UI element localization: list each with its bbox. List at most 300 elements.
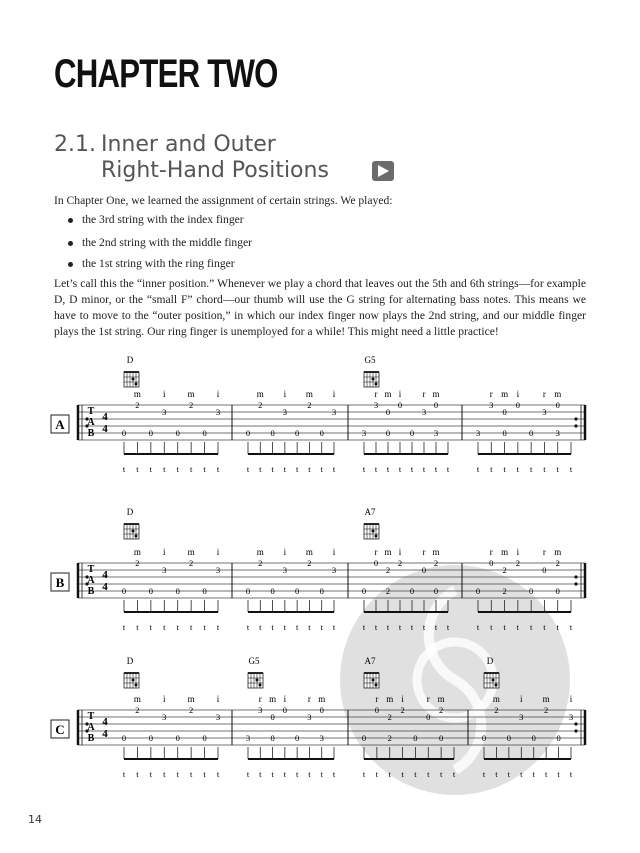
fingering-letter: i <box>216 547 220 557</box>
chord-name: G5 <box>364 355 376 365</box>
thumb-marker: t <box>295 464 299 474</box>
fingering-letter: m <box>501 389 509 399</box>
fingering-letter: i <box>283 389 287 399</box>
thumb-marker: t <box>427 769 430 779</box>
fingering-letter: m <box>437 694 445 704</box>
tab-number: 2 <box>307 400 312 410</box>
chord-finger-dot <box>132 530 135 533</box>
tab-number: 0 <box>121 586 127 596</box>
bullet-item: the 2nd string with the middle finger <box>68 236 252 249</box>
thumb-marker: t <box>246 622 250 632</box>
fingering-letter: r <box>422 547 426 557</box>
chord-finger-dot <box>135 383 138 386</box>
tab-number: 0 <box>361 586 367 596</box>
tab-number: 0 <box>319 428 324 438</box>
chord-finger-dot <box>132 378 135 381</box>
tab-number: 0 <box>542 565 547 575</box>
system-label: B <box>55 575 65 590</box>
tab-number: 2 <box>400 705 405 715</box>
tab-number: 0 <box>489 558 494 568</box>
tab-number: 0 <box>555 586 560 596</box>
tab-number: 0 <box>409 428 415 438</box>
tab-number: 0 <box>202 428 207 438</box>
thumb-marker: t <box>332 622 336 632</box>
tab-number: 0 <box>397 400 403 410</box>
thumb-marker: t <box>295 769 299 779</box>
thumb-marker: t <box>476 464 480 474</box>
tab-number: 0 <box>529 428 534 438</box>
tab-number: 3 <box>331 407 337 417</box>
fingering-letter: m <box>256 547 264 557</box>
tab-clef-letter: B <box>87 586 95 597</box>
tab-number: 0 <box>282 705 287 715</box>
thumb-marker: t <box>176 622 179 632</box>
tab-number: 0 <box>295 733 300 743</box>
thumb-marker: t <box>543 622 546 632</box>
thumb-marker: t <box>520 769 523 779</box>
tab-number: 2 <box>258 400 263 410</box>
tab-number: 0 <box>175 428 180 438</box>
tab-number: 3 <box>258 705 263 715</box>
tab-number: 0 <box>502 407 507 417</box>
thumb-marker: t <box>569 622 573 632</box>
thumb-marker: t <box>176 769 179 779</box>
tab-number: 3 <box>361 428 367 438</box>
section-title-line-2: Right-Hand Positions <box>101 158 329 183</box>
tab-clef-letter: A <box>87 722 95 733</box>
thumb-marker: t <box>320 769 323 779</box>
tab-number: 3 <box>162 565 167 575</box>
chord-name: D <box>126 507 134 517</box>
tab-number: 2 <box>502 565 507 575</box>
chord-finger-dot <box>259 684 262 687</box>
tab-number: 3 <box>421 407 427 417</box>
thumb-marker: t <box>308 464 311 474</box>
thumb-marker: t <box>503 622 506 632</box>
thumb-marker: t <box>246 464 250 474</box>
fingering-letter: r <box>258 694 262 704</box>
chord-finger-dot <box>375 684 378 687</box>
thumb-marker: t <box>149 622 153 632</box>
fingering-letter: i <box>163 694 166 704</box>
fingering-letter: i <box>216 694 220 704</box>
tab-number: 3 <box>162 712 167 722</box>
fingering-letter: m <box>432 389 440 399</box>
tab-number: 0 <box>374 705 379 715</box>
fingering-letter: m <box>133 389 141 399</box>
tab-number: 0 <box>361 733 367 743</box>
fingering-letter: m <box>256 389 264 399</box>
fingering-letter: m <box>318 694 326 704</box>
thumb-marker: t <box>439 769 443 779</box>
tab-clef-letter: T <box>87 564 95 575</box>
tab-number: 2 <box>494 705 499 715</box>
section-number: 2.1. <box>54 132 96 157</box>
thumb-marker: t <box>216 464 220 474</box>
tab-number: 0 <box>245 586 251 596</box>
tab-number: 3 <box>555 428 560 438</box>
thumb-marker: t <box>203 464 206 474</box>
thumb-marker: t <box>414 769 417 779</box>
tab-number: 3 <box>373 400 379 410</box>
thumb-marker: t <box>216 769 220 779</box>
tab-number: 0 <box>270 586 275 596</box>
tab-number: 0 <box>421 565 427 575</box>
fingering-letter: i <box>516 389 520 399</box>
thumb-marker: t <box>516 464 520 474</box>
thumb-marker: t <box>388 769 391 779</box>
bullet-item: the 3rd string with the index finger <box>68 213 244 226</box>
tab-number: 0 <box>202 733 207 743</box>
tab-number: 0 <box>270 712 275 722</box>
tab-number: 2 <box>387 712 392 722</box>
thumb-marker: t <box>503 464 506 474</box>
tab-number: 0 <box>426 712 431 722</box>
fingering-letter: r <box>422 389 426 399</box>
chord-name: D <box>126 355 134 365</box>
tab-number: 0 <box>148 428 153 438</box>
tab-number: 3 <box>162 407 167 417</box>
thumb-marker: t <box>149 464 153 474</box>
fingering-letter: i <box>332 389 336 399</box>
thumb-marker: t <box>569 464 573 474</box>
tab-number: 3 <box>331 565 337 575</box>
thumb-marker: t <box>569 769 573 779</box>
tab-number: 0 <box>439 733 444 743</box>
fingering-letter: r <box>489 547 493 557</box>
tab-number: 3 <box>307 712 312 722</box>
thumb-marker: t <box>482 769 486 779</box>
fingering-letter: r <box>374 547 378 557</box>
thumb-marker: t <box>308 622 311 632</box>
fingering-letter: m <box>269 694 277 704</box>
thumb-marker: t <box>374 464 378 474</box>
repeat-dot <box>574 424 577 427</box>
thumb-marker: t <box>434 464 438 474</box>
fingering-letter: m <box>554 389 562 399</box>
thumb-marker: t <box>283 769 287 779</box>
tab-number: 3 <box>282 407 287 417</box>
time-signature: 4 <box>102 423 108 435</box>
fingering-letter: m <box>492 694 500 704</box>
thumb-marker: t <box>122 769 126 779</box>
thumb-marker: t <box>410 464 414 474</box>
repeat-dot <box>574 417 577 420</box>
tab-number: 3 <box>282 565 287 575</box>
tab-number: 0 <box>295 428 300 438</box>
thumb-marker: t <box>203 769 206 779</box>
thumb-marker: t <box>507 769 511 779</box>
fingering-letter: m <box>305 389 313 399</box>
tab-clef-letter: B <box>87 733 95 744</box>
tab-number: 3 <box>433 428 439 438</box>
fingering-letter: r <box>489 389 493 399</box>
thumb-marker: t <box>308 769 311 779</box>
thumb-marker: t <box>362 769 366 779</box>
thumb-marker: t <box>529 464 533 474</box>
chord-finger-dot <box>372 378 375 381</box>
fingering-letter: m <box>384 547 392 557</box>
tab-number: 0 <box>270 428 275 438</box>
tab-number: 2 <box>515 558 520 568</box>
repeat-dot <box>574 729 577 732</box>
thumb-marker: t <box>332 464 336 474</box>
thumb-marker: t <box>516 622 520 632</box>
thumb-marker: t <box>203 622 206 632</box>
thumb-marker: t <box>490 622 493 632</box>
explanation-paragraph: Let’s call this the “inner position.” Whenever we play a chord that leaves out the 5th and 6th strings—for example D, D minor, or the “small F” chord—our thumb will use the G string for alternating bass notes. This means we have to move to the “outer position,” in which our index finger now plays the 2nd string, and our middle finger plays the 1st string. Our ring finger is unemployed for a while! This might need a little practice! <box>54 277 586 338</box>
tab-number: 0 <box>319 586 324 596</box>
tab-number: 0 <box>502 428 507 438</box>
thumb-marker: t <box>410 622 414 632</box>
tab-number: 3 <box>568 712 574 722</box>
thumb-marker: t <box>398 464 402 474</box>
tab-number: 2 <box>385 565 391 575</box>
tab-clef-letter: T <box>87 406 95 417</box>
tab-number: 2 <box>544 705 549 715</box>
tab-number: 2 <box>189 558 194 568</box>
chord-name: D <box>486 656 494 666</box>
tab-number: 2 <box>135 705 140 715</box>
fingering-letter: r <box>542 389 546 399</box>
fingering-letter: m <box>432 547 440 557</box>
tab-number: 0 <box>319 705 324 715</box>
thumb-marker: t <box>386 622 390 632</box>
tab-number: 3 <box>215 565 221 575</box>
tab-number: 2 <box>258 558 263 568</box>
tab-number: 0 <box>433 586 439 596</box>
thumb-marker: t <box>216 622 220 632</box>
fingering-letter: m <box>386 694 394 704</box>
fingering-letter: m <box>542 694 550 704</box>
chord-finger-dot <box>375 535 378 538</box>
thumb-marker: t <box>283 622 287 632</box>
chord-finger-dot <box>135 684 138 687</box>
chord-name: D <box>126 656 134 666</box>
fingering-letter: m <box>133 547 141 557</box>
system-label: A <box>55 417 65 432</box>
fingering-letter: m <box>187 694 195 704</box>
chord-name: A7 <box>364 507 376 517</box>
fingering-letter: m <box>187 389 195 399</box>
tab-number: 3 <box>245 733 251 743</box>
chord-name: A7 <box>364 656 376 666</box>
tab-number: 2 <box>189 705 194 715</box>
tab-number: 3 <box>215 407 221 417</box>
fingering-letter: i <box>216 389 220 399</box>
tab-number: 0 <box>175 586 180 596</box>
thumb-marker: t <box>446 464 450 474</box>
tab-number: 0 <box>121 733 127 743</box>
tab-number: 0 <box>373 558 379 568</box>
thumb-marker: t <box>271 622 274 632</box>
tab-number: 2 <box>433 558 439 568</box>
thumb-marker: t <box>557 769 560 779</box>
tab-number: 3 <box>319 733 324 743</box>
tab-number: 0 <box>385 407 391 417</box>
tab-number: 2 <box>439 705 444 715</box>
fingering-letter: i <box>520 694 523 704</box>
tab-number: 3 <box>475 428 481 438</box>
thumb-marker: t <box>543 464 546 474</box>
thumb-marker: t <box>398 622 402 632</box>
fingering-letter: m <box>554 547 562 557</box>
section-title-line-1: Inner and Outer <box>101 132 276 157</box>
thumb-marker: t <box>122 464 126 474</box>
repeat-dot <box>574 582 577 585</box>
fingering-letter: r <box>426 694 430 704</box>
thumb-marker: t <box>362 464 366 474</box>
thumb-marker: t <box>320 464 323 474</box>
tab-number: 2 <box>189 400 194 410</box>
thumb-marker: t <box>544 769 548 779</box>
thumb-marker: t <box>446 622 450 632</box>
fingering-letter: m <box>501 547 509 557</box>
tab-number: 2 <box>135 400 140 410</box>
thumb-marker: t <box>163 622 166 632</box>
tab-number: 2 <box>502 586 507 596</box>
thumb-marker: t <box>259 464 262 474</box>
tab-number: 2 <box>307 558 312 568</box>
chord-finger-dot <box>372 679 375 682</box>
fingering-letter: i <box>569 694 573 704</box>
thumb-marker: t <box>476 622 480 632</box>
tab-number: 0 <box>409 586 415 596</box>
tab-number: 0 <box>481 733 487 743</box>
tab-number: 0 <box>121 428 127 438</box>
thumb-marker: t <box>283 464 287 474</box>
thumb-marker: t <box>246 769 250 779</box>
thumb-marker: t <box>386 464 390 474</box>
tab-number: 3 <box>215 712 221 722</box>
repeat-dot <box>574 722 577 725</box>
tab-number: 3 <box>542 407 547 417</box>
thumb-marker: t <box>136 464 139 474</box>
thumb-marker: t <box>176 464 179 474</box>
tab-number: 0 <box>556 733 561 743</box>
tab-number: 0 <box>433 400 439 410</box>
thumb-marker: t <box>259 769 262 779</box>
tab-number: 3 <box>489 400 494 410</box>
thumb-marker: t <box>189 622 193 632</box>
thumb-marker: t <box>490 464 493 474</box>
tab-number: 0 <box>531 733 536 743</box>
thumb-marker: t <box>271 464 274 474</box>
fingering-letter: m <box>133 694 141 704</box>
fingering-letter: m <box>187 547 195 557</box>
tab-number: 0 <box>295 586 300 596</box>
tab-number: 0 <box>529 586 534 596</box>
repeat-dot <box>574 575 577 578</box>
tab-number: 0 <box>270 733 275 743</box>
tab-clef-letter: B <box>87 428 95 439</box>
tab-number: 2 <box>555 558 560 568</box>
thumb-marker: t <box>271 769 274 779</box>
thumb-marker: t <box>374 622 378 632</box>
tab-number: 0 <box>555 400 560 410</box>
fingering-letter: i <box>332 547 336 557</box>
tab-number: 3 <box>519 712 524 722</box>
thumb-marker: t <box>295 622 299 632</box>
thumb-marker: t <box>532 769 535 779</box>
tab-number: 2 <box>135 558 140 568</box>
tab-number: 0 <box>175 733 180 743</box>
tab-number: 0 <box>515 400 520 410</box>
thumb-marker: t <box>375 769 379 779</box>
fingering-letter: r <box>374 389 378 399</box>
thumb-marker: t <box>149 769 153 779</box>
thumb-marker: t <box>189 769 193 779</box>
thumb-marker: t <box>163 769 166 779</box>
chord-finger-dot <box>256 679 259 682</box>
tab-number: 0 <box>148 733 153 743</box>
fingering-letter: m <box>384 389 392 399</box>
system-label: C <box>55 722 65 737</box>
fingering-letter: i <box>516 547 520 557</box>
tab-number: 0 <box>245 428 251 438</box>
thumb-marker: t <box>136 622 139 632</box>
thumb-marker: t <box>556 622 559 632</box>
fingering-letter: i <box>163 547 166 557</box>
time-signature: 4 <box>102 569 108 581</box>
fingering-letter: i <box>398 547 402 557</box>
tab-number: 0 <box>413 733 418 743</box>
tab-clef-letter: A <box>87 417 95 428</box>
thumb-marker: t <box>320 622 323 632</box>
tab-number: 0 <box>148 586 153 596</box>
thumb-marker: t <box>163 464 166 474</box>
tab-clef-letter: A <box>87 575 95 586</box>
tab-number: 0 <box>385 428 391 438</box>
thumb-marker: t <box>136 769 139 779</box>
chord-finger-dot <box>372 530 375 533</box>
thumb-marker: t <box>529 622 533 632</box>
thumb-marker: t <box>189 464 193 474</box>
tab-number: 0 <box>506 733 511 743</box>
tab-number: 2 <box>397 558 403 568</box>
tab-number: 0 <box>202 586 207 596</box>
thumb-marker: t <box>332 769 336 779</box>
fingering-letter: i <box>163 389 166 399</box>
thumb-marker: t <box>556 464 559 474</box>
fingering-letter: m <box>305 547 313 557</box>
chord-finger-dot <box>135 535 138 538</box>
time-signature: 4 <box>102 581 108 593</box>
chord-finger-dot <box>132 679 135 682</box>
thumb-marker: t <box>422 622 426 632</box>
page-number: 14 <box>28 813 42 826</box>
intro-text: In Chapter One, we learned the assignment of certain strings. We played: <box>54 194 393 207</box>
fingering-letter: i <box>401 694 404 704</box>
chord-finger-dot <box>492 679 495 682</box>
thumb-marker: t <box>362 622 366 632</box>
fingering-letter: r <box>375 694 379 704</box>
chapter-title: CHAPTER TWO <box>54 52 278 96</box>
chord-finger-dot <box>495 684 498 687</box>
thumb-marker: t <box>401 769 404 779</box>
tab-clef-letter: T <box>87 711 95 722</box>
fingering-letter: i <box>283 547 287 557</box>
time-signature: 4 <box>102 716 108 728</box>
fingering-letter: i <box>398 389 402 399</box>
fingering-letter: r <box>542 547 546 557</box>
thumb-marker: t <box>422 464 426 474</box>
tab-number: 2 <box>385 586 391 596</box>
fingering-letter: i <box>283 694 287 704</box>
thumb-marker: t <box>259 622 262 632</box>
chord-finger-dot <box>375 383 378 386</box>
time-signature: 4 <box>102 728 108 740</box>
